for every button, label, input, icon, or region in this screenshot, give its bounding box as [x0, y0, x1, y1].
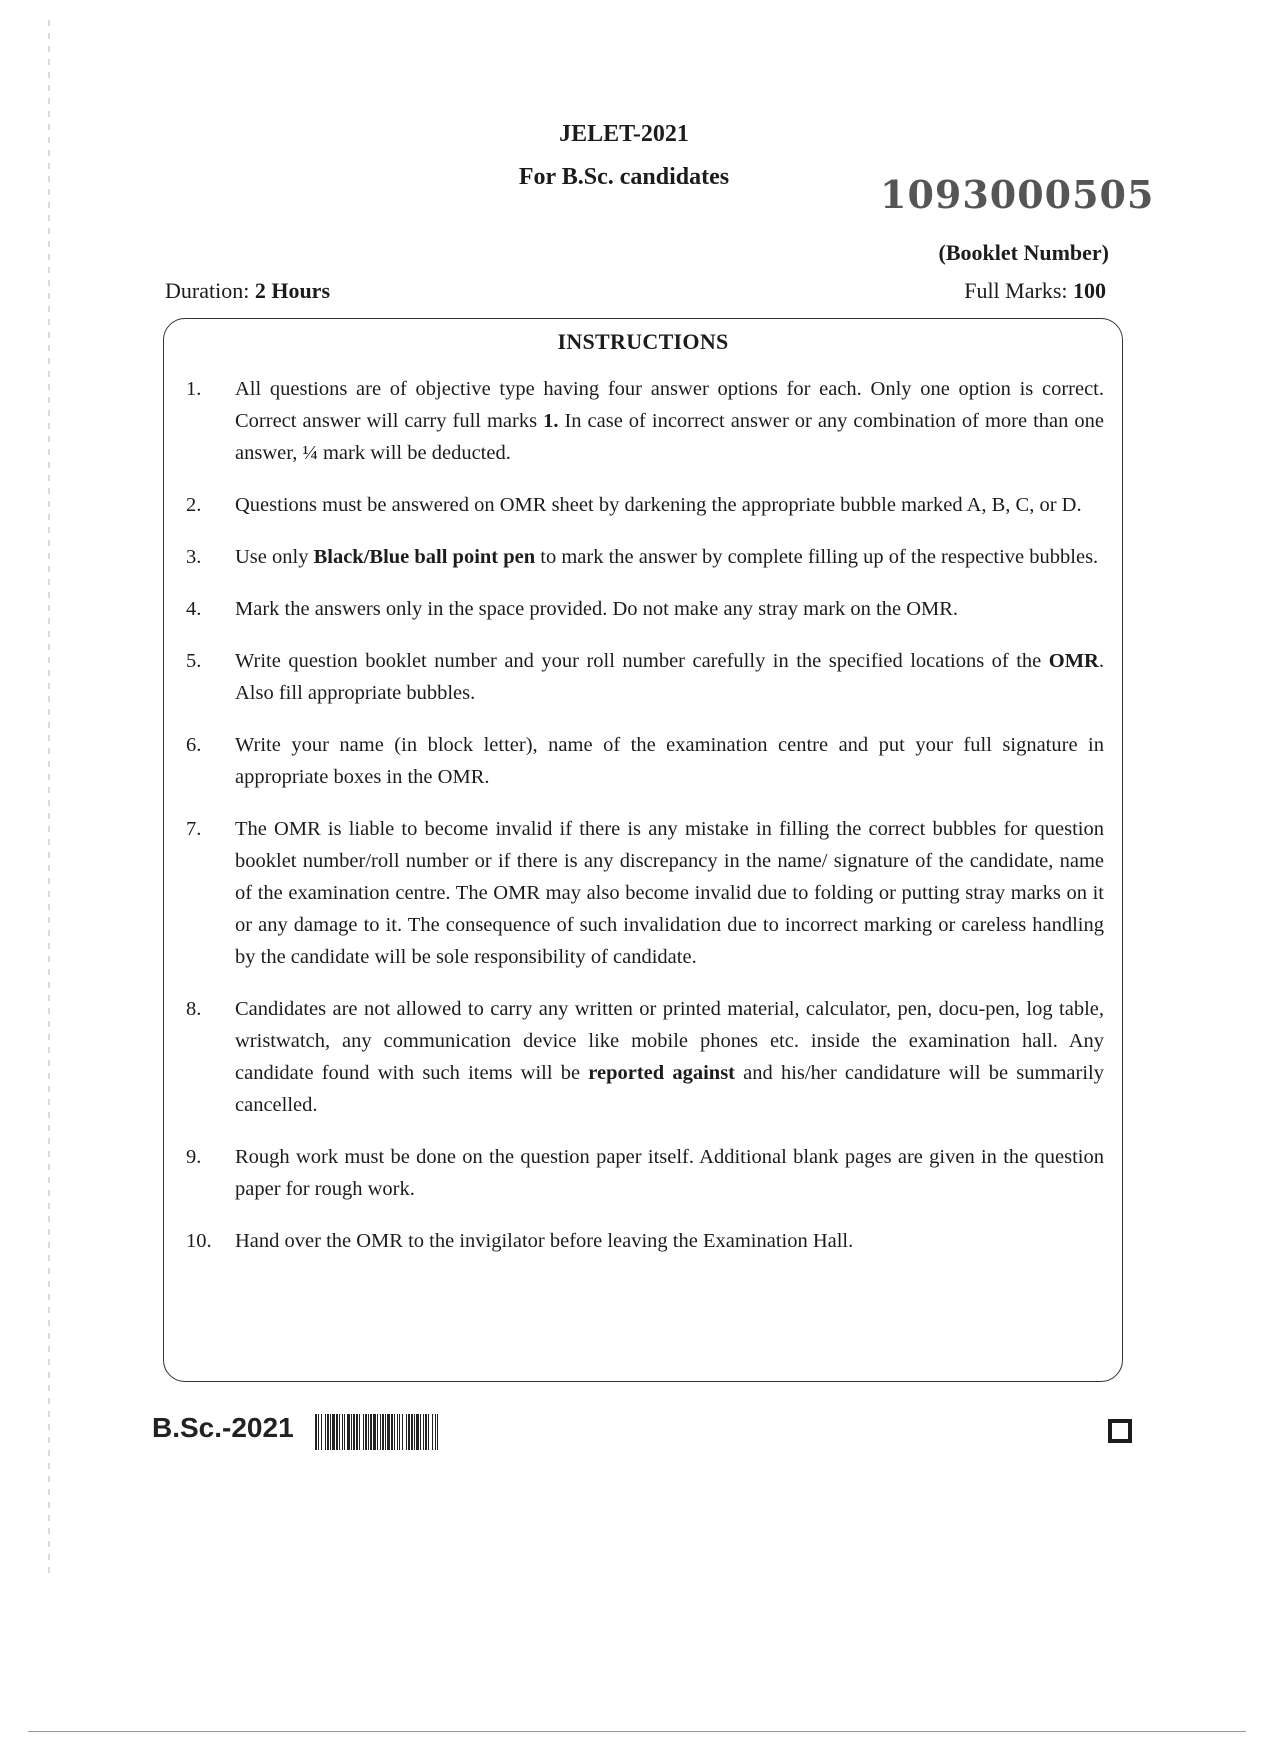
- exam-title: JELET-2021: [559, 121, 689, 147]
- full-marks: [964, 278, 1106, 304]
- instruction-text: Write your name (in block letter), name of the examination centre and put your full signature in appropriate boxes in the OMR.: [235, 734, 1104, 788]
- instruction-text: Questions must be answered on OMR sheet by darkening the appropriate bubble marked A, B, C, or D.: [235, 494, 1082, 516]
- instruction-item: [164, 373, 1122, 469]
- full-marks-label: Full Marks:: [964, 278, 1068, 303]
- footer-code: B.Sc.-2021: [152, 1412, 294, 1443]
- instruction-item: [164, 645, 1122, 709]
- instruction-number: 3.: [186, 546, 202, 568]
- instruction-number: 4.: [186, 598, 202, 620]
- instruction-item: [164, 541, 1122, 573]
- instruction-item: [164, 489, 1122, 521]
- instruction-item: [164, 729, 1122, 793]
- instructions-box: [163, 318, 1123, 1382]
- instruction-number: 6.: [186, 734, 202, 756]
- instruction-item: [164, 813, 1122, 973]
- duration-label: Duration:: [165, 278, 250, 303]
- full-marks-value: 100: [1073, 278, 1106, 303]
- instruction-number: 7.: [186, 818, 202, 840]
- alignment-mark: [1108, 1419, 1132, 1443]
- instruction-number: 2.: [186, 494, 202, 516]
- duration: [165, 278, 330, 304]
- instruction-text: Write question booklet number and your roll number carefully in the specified locations of the OMR. Also fill appropriate bubbles.: [235, 650, 1104, 704]
- instruction-item: [164, 1141, 1122, 1205]
- bottom-rule: [28, 1731, 1246, 1732]
- instruction-text: Hand over the OMR to the invigilator before leaving the Examination Hall.: [235, 1230, 854, 1252]
- instruction-text: Mark the answers only in the space provided. Do not make any stray mark on the OMR.: [235, 598, 959, 620]
- instruction-text: Rough work must be done on the question paper itself. Additional blank pages are given in the question paper for rough work.: [235, 1146, 1104, 1200]
- instruction-item: [164, 593, 1122, 625]
- duration-value: 2 Hours: [254, 278, 331, 303]
- instruction-number: 8.: [186, 998, 202, 1020]
- instruction-item: [164, 1225, 1122, 1257]
- instruction-text: All questions are of objective type having four answer options for each. Only one option is correct. Correct answer will carry full marks 1. In case of incorrect answer or any combination of more than one answer, ¼ mark will be deducted.: [235, 378, 1104, 464]
- instructions-list: [164, 373, 1122, 1277]
- instruction-number: 10.: [186, 1230, 212, 1252]
- instruction-number: 5.: [186, 650, 202, 672]
- instruction-text: Use only Black/Blue ball point pen to mark the answer by complete filling up of the respective bubbles.: [235, 546, 1099, 568]
- barcode: [315, 1414, 583, 1450]
- booklet-number-label: (Booklet Number): [938, 240, 1109, 265]
- instruction-text: The OMR is liable to become invalid if there is any mistake in filling the correct bubbles for question booklet number/roll number or if there is any discrepancy in the name/ signature of the candidate, name of the examination centre. The OMR may also become invalid due to folding or putting stray marks on it or any damage to it. The consequence of such invalidation due to incorrect marking or careless handling by the candidate will be sole responsibility of candidate.: [235, 818, 1104, 968]
- candidate-group: For B.Sc. candidates: [518, 164, 730, 190]
- scan-edge-artifact: [48, 20, 50, 1580]
- booklet-number: 1093000505: [880, 172, 1155, 217]
- instruction-text: Candidates are not allowed to carry any written or printed material, calculator, pen, docu-pen, log table, wristwatch, any communication device like mobile phones etc. inside the examination hall. Any candidate found with such items will be reported against and his/her candidature will be summarily cancelled.: [235, 998, 1104, 1116]
- instructions-heading: INSTRUCTIONS: [557, 329, 729, 354]
- instruction-number: 1.: [186, 378, 202, 400]
- instruction-item: [164, 993, 1122, 1121]
- instruction-number: 9.: [186, 1146, 202, 1168]
